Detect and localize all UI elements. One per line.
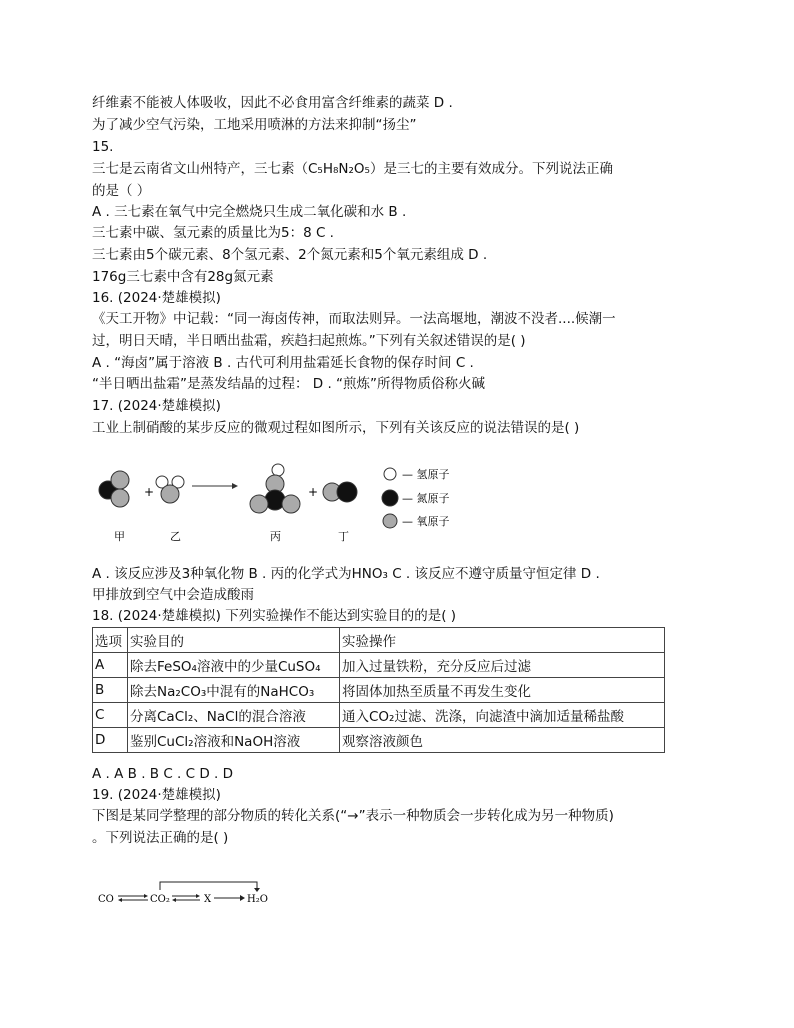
node-co: CO: [98, 894, 114, 905]
label-ding: 丁: [338, 530, 349, 543]
legend-nitrogen: — 氮原子: [402, 492, 450, 505]
question-number: 15.: [92, 139, 114, 155]
table-cell: C: [93, 703, 128, 728]
oxygen-atom: [250, 495, 268, 513]
oxygen-atom: [161, 485, 179, 503]
arrow-head-icon: [172, 898, 176, 902]
table-header-cell: 实验操作: [340, 628, 665, 653]
table-header-cell: 实验目的: [128, 628, 340, 653]
option-line: A . 三七素在氧气中完全燃烧只生成二氧化碳和水 B .: [92, 204, 407, 220]
legend-oxygen-icon: [383, 514, 397, 528]
option-line: A . “海卤”属于溶液 B . 古代可利用盐霜延长食物的保存时间 C .: [92, 355, 474, 371]
conversion-diagram: [92, 878, 292, 910]
table-cell: 将固体加热至质量不再发生变化: [340, 678, 665, 703]
arrow-head-icon: [118, 898, 122, 902]
option-line: A . A B . B C . C D . D: [92, 766, 234, 782]
table-row: [93, 653, 665, 678]
label-jia: 甲: [114, 530, 125, 543]
question-number: 19. (2024·楚雄模拟): [92, 787, 221, 803]
question-number: 17. (2024·楚雄模拟): [92, 398, 221, 414]
node-x: X: [204, 894, 212, 905]
legend-hydrogen: — 氢原子: [402, 468, 450, 481]
plus-sign: +: [308, 485, 319, 499]
nitrogen-atom: [337, 482, 357, 502]
table-cell: B: [93, 678, 128, 703]
reaction-diagram: [92, 462, 492, 552]
table-header-row: [93, 628, 665, 653]
table-row: [93, 728, 665, 753]
question-stem: 过，明日天晴，半日晒出盐霜，疾趋扫起煎炼。”下列有关叙述错误的是( ): [92, 333, 526, 349]
label-bing: 丙: [270, 530, 281, 543]
legend-hydrogen-icon: [384, 468, 396, 480]
table-cell: 鉴别CuCl₂溶液和NaOH溶液: [128, 728, 340, 753]
arrow-head-icon: [232, 483, 238, 489]
question-stem: 的是（ ）: [92, 183, 151, 199]
experiment-table: [92, 627, 665, 753]
hydrogen-atom: [272, 464, 284, 476]
question-stem: 下图是某同学整理的部分物质的转化关系(“→”表示一种物质会一步转化成为另一种物质): [92, 808, 614, 824]
question-stem: 三七是云南省文山州特产，三七素（C₅H₈N₂O₅）是三七的主要有效成分。下列说法正确: [92, 161, 613, 177]
table-cell: 除去FeSO₄溶液中的少量CuSO₄: [128, 653, 340, 678]
arrow-head-icon: [254, 888, 260, 892]
label-yi: 乙: [170, 530, 181, 543]
question-stem: 《天工开物》中记载：“同一海卤传神，而取法则异。一法高堰地，潮波不没者....候潮一: [92, 311, 616, 327]
text-line: 纤维素不能被人体吸收，因此不必食用富含纤维素的蔬菜 D .: [92, 95, 453, 111]
text-line: 为了减少空气污染，工地采用喷淋的方法来抑制“扬尘”: [92, 117, 417, 133]
option-line: “半日晒出盐霜”是蒸发结晶的过程： D . “煎炼”所得物质俗称火碱: [92, 376, 486, 392]
bracket-arrow-line: [160, 882, 257, 890]
node-h2o: H₂O: [247, 894, 268, 905]
option-line: 三七素中碳、氢元素的质量比为5：8 C .: [92, 225, 334, 241]
option-line: A . 该反应涉及3种氧化物 B . 丙的化学式为HNO₃ C . 该反应不遵守质量守恒定律 D .: [92, 566, 600, 582]
oxygen-atom: [111, 471, 129, 489]
arrow-head-icon: [240, 895, 245, 901]
table-cell: D: [93, 728, 128, 753]
table-cell: 加入过量铁粉，充分反应后过滤: [340, 653, 665, 678]
table-cell: 除去Na₂CO₃中混有的NaHCO₃: [128, 678, 340, 703]
option-line: 176g三七素中含有28g氮元素: [92, 269, 274, 285]
question-number: 16. (2024·楚雄模拟): [92, 290, 221, 306]
table-header-cell: 选项: [93, 628, 128, 653]
oxygen-atom: [282, 495, 300, 513]
arrow-head-icon: [144, 894, 148, 898]
table-cell: A: [93, 653, 128, 678]
question-stem: 18. (2024·楚雄模拟) 下列实验操作不能达到实验目的的是( ): [92, 608, 457, 624]
table-row: [93, 703, 665, 728]
legend-nitrogen-icon: [382, 490, 398, 506]
oxygen-atom: [111, 489, 129, 507]
node-co2: CO₂: [150, 894, 170, 905]
plus-sign: +: [144, 485, 155, 499]
table-row: [93, 678, 665, 703]
option-line: 三七素由5个碳元素、8个氢元素、2个氮元素和5个氧元素组成 D .: [92, 247, 488, 263]
table-cell: 分离CaCl₂、NaCl的混合溶液: [128, 703, 340, 728]
legend-oxygen: — 氧原子: [402, 515, 450, 528]
question-stem: 工业上制硝酸的某步反应的微观过程如图所示，下列有关该反应的说法错误的是( ): [92, 420, 580, 436]
option-line: 甲排放到空气中会造成酸雨: [92, 587, 254, 603]
question-stem: 。下列说法正确的是( ): [92, 830, 229, 846]
table-cell: 通入CO₂过滤、洗涤，向滤渣中滴加适量稀盐酸: [340, 703, 665, 728]
arrow-head-icon: [196, 894, 200, 898]
table-cell: 观察溶液颜色: [340, 728, 665, 753]
